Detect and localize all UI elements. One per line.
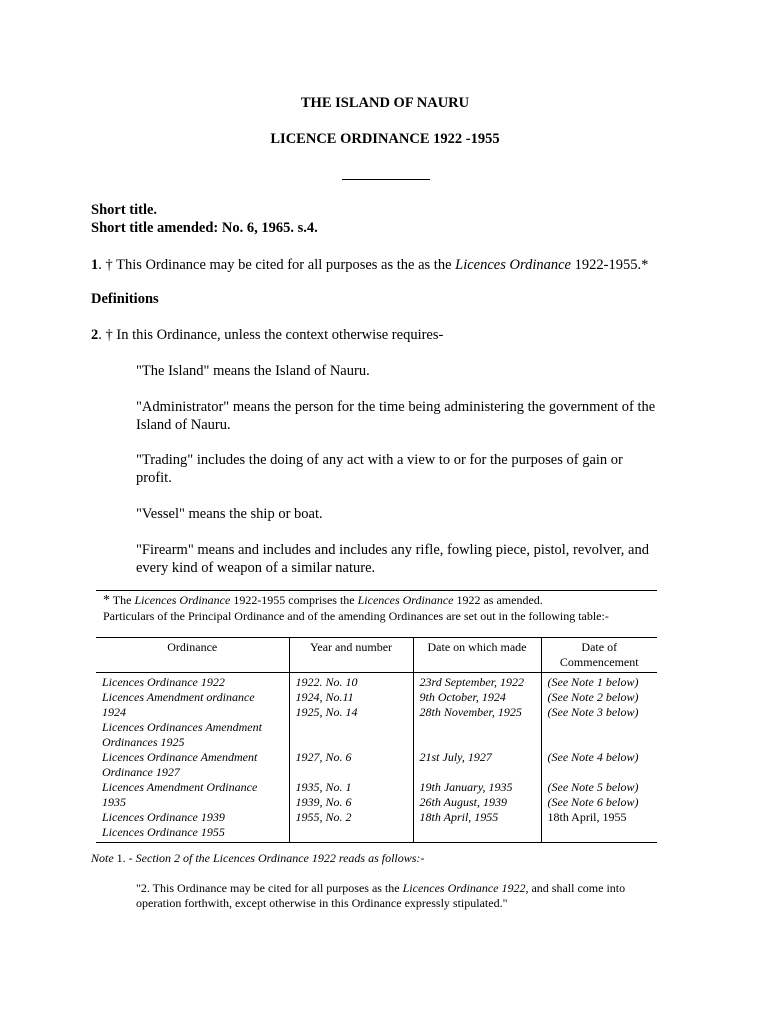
title-divider (342, 179, 430, 180)
section-2-number: 2 (91, 327, 99, 343)
ordinances-table (96, 637, 657, 843)
definition-administrator: "Administrator" means the person for the time being administering the government of the (136, 399, 656, 415)
section-1-number: 1 (91, 257, 99, 273)
year-numbers: 1922. No. 10 1924, No.11 1925, No. 14 1927, No. 6 1935, No. 1 1939, No. 6 1955, No. 2 (289, 673, 413, 843)
quote-line-2: operation forthwith, except otherwise in this Ordinance expressly stipulated." (136, 896, 508, 910)
document-title: THE ISLAND OF NAURU (300, 95, 470, 111)
definition-trading: "Trading" includes the doing of any act with a view to or for the purposes of gain or (136, 452, 623, 468)
quote-line-1: "2. This Ordinance may be cited for all purposes as the Licences Ordinance 1922, and shall come into (136, 881, 626, 895)
section-1-text: . † This Ordinance may be cited for all purposes as the as the (98, 257, 456, 273)
definition-firearm-cont: every kind of weapon of a similar nature. (136, 560, 376, 576)
definition-island: "The Island" means the Island of Nauru. (136, 363, 370, 379)
short-title-heading: Short title. (91, 202, 158, 218)
table-row (96, 673, 657, 843)
commencement-dates: (See Note 1 below) (See Note 2 below) (See Note 3 below) (See Note 4 below) (See Note 5 below) (See Note 6 below) 18th April, 1955 (541, 673, 657, 843)
section-1 (91, 256, 648, 274)
footnote-marker: * (103, 593, 110, 608)
dates-made: 23rd September, 1922 9th October, 1924 28th November, 1925 21st July, 1927 19th January, 1935 26th August, 1939 18th April, 1955 (413, 673, 541, 843)
definition-administrator-cont: Island of Nauru. (136, 417, 231, 433)
note-number: 1. (113, 851, 126, 865)
note-text: - Section 2 of the Licences Ordinance 1922 reads as follows:- (125, 851, 425, 865)
section-2 (91, 326, 443, 344)
header-year-number: Year and number (289, 638, 413, 673)
ordinance-names: Licences Ordinance 1922 Licences Amendment ordinance 1924 Licences Ordinances Amendment Ordinances 1925 Licences Ordinance Amendment Ordinance 1927 Licences Amendment Ordinance 1935 Licences Ordinance 1939 Licences Ordinance 1955 (96, 673, 289, 843)
document-subtitle: LICENCE ORDINANCE 1922 -1955 (270, 131, 500, 147)
footnote-line-2: Particulars of the Principal Ordinance and of the amending Ordinances are set out in the following table:- (103, 609, 609, 623)
footnote-line-1: * The Licences Ordinance 1922-1955 comprises the Licences Ordinance 1922 as amended. (103, 593, 543, 608)
definition-firearm: "Firearm" means and includes and includes any rifle, fowling piece, pistol, revolver, and (136, 542, 649, 558)
note-label: Note (91, 851, 114, 865)
section-1-text-end: 1922-1955.* (571, 257, 649, 273)
section-2-text: . † In this Ordinance, unless the context otherwise requires- (98, 327, 444, 343)
definition-vessel: "Vessel" means the ship or boat. (136, 506, 323, 522)
definitions-heading: Definitions (91, 291, 159, 307)
header-ordinance: Ordinance (96, 638, 289, 673)
section-1-italic: Licences Ordinance (455, 257, 571, 273)
short-title-amended: Short title amended: No. 6, 1965. s.4. (91, 220, 318, 236)
footnote-divider (96, 590, 657, 591)
table-header-row (96, 638, 657, 673)
definition-trading-cont: profit. (136, 470, 172, 486)
header-date-made: Date on which made (413, 638, 541, 673)
header-commencement: Date of Commencement (541, 638, 657, 673)
note-1 (91, 851, 424, 866)
